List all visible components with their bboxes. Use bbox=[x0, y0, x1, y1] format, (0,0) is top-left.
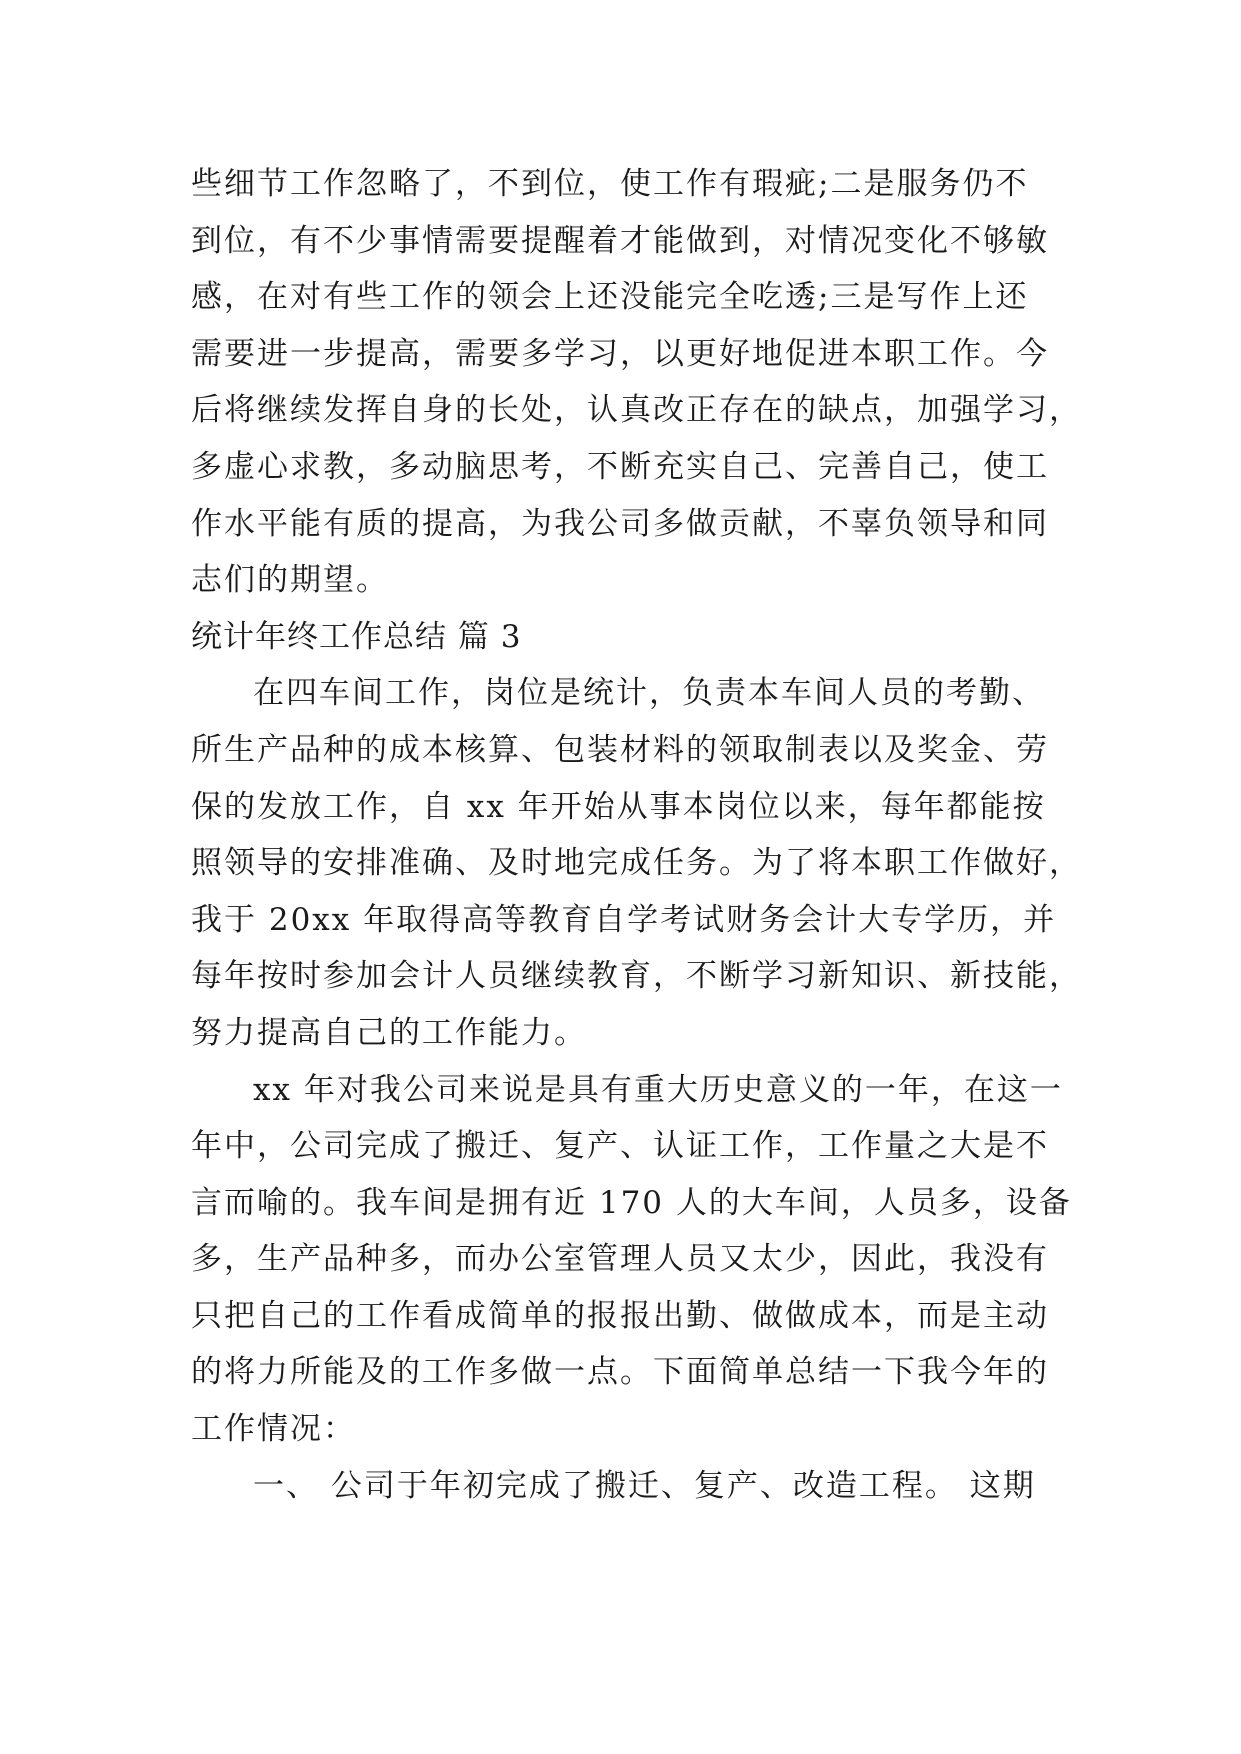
paragraph-line: 我于 20xx 年取得高等教育自学考试财务会计大专学历，并 bbox=[191, 901, 1057, 938]
paragraph-line: 年中，公司完成了搬迁、复产、认证工作，工作量之大是不 bbox=[191, 1128, 1049, 1165]
paragraph-line: 努力提高自己的工作能力。 bbox=[191, 1014, 587, 1051]
paragraph-line: 每年按时参加会计人员继续教育，不断学习新知识、新技能， bbox=[191, 958, 1082, 995]
document-body bbox=[191, 156, 1082, 1514]
paragraph-line: 一、 公司于年初完成了搬迁、复产、改造工程。 这期 bbox=[253, 1467, 1036, 1504]
paragraph-line: 保的发放工作，自 xx 年开始从事本岗位以来，每年都能按 bbox=[191, 788, 1046, 825]
paragraph-line: 志们的期望。 bbox=[191, 562, 389, 599]
paragraph-line: 言而喻的。我车间是拥有近 170 人的大车间，人员多，设备 bbox=[191, 1184, 1072, 1221]
paragraph-line: 到位，有不少事情需要提醒着才能做到，对情况变化不够敏 bbox=[191, 222, 1049, 259]
paragraph-line: 感，在对有些工作的领会上还没能完全吃透;三是写作上还 bbox=[191, 279, 1029, 316]
paragraph-line: 多虚心求教，多动脑思考，不断充实自己、完善自己，使工 bbox=[191, 448, 1049, 485]
paragraph-line: 后将继续发挥自身的长处，认真改正存在的缺点，加强学习， bbox=[191, 392, 1082, 429]
paragraph-line: 工作情况： bbox=[191, 1411, 356, 1448]
paragraph-line: 照领导的安排准确、及时地完成任务。为了将本职工作做好， bbox=[191, 845, 1082, 882]
section-heading: 统计年终工作总结 篇 3 bbox=[191, 618, 522, 655]
paragraph-line: 的将力所能及的工作多做一点。下面简单总结一下我今年的 bbox=[191, 1354, 1049, 1391]
paragraph-line: 多，生产品种多，而办公室管理人员又太少，因此，我没有 bbox=[191, 1241, 1049, 1278]
paragraph-line: 作水平能有质的提高，为我公司多做贡献，不辜负领导和同 bbox=[191, 505, 1049, 542]
paragraph-line: 需要进一步提高，需要多学习，以更好地促进本职工作。今 bbox=[191, 335, 1049, 372]
paragraph-line: 所生产品种的成本核算、包装材料的领取制表以及奖金、劳 bbox=[191, 731, 1049, 768]
paragraph-line: 些细节工作忽略了，不到位，使工作有瑕疵;二是服务仍不 bbox=[191, 166, 1029, 202]
paragraph-line: 只把自己的工作看成简单的报报出勤、做做成本，而是主动 bbox=[191, 1297, 1049, 1334]
paragraph-line: 在四车间工作，岗位是统计，负责本车间人员的考勤、 bbox=[253, 675, 1045, 712]
paragraph-line: xx 年对我公司来说是具有重大历史意义的一年，在这一 bbox=[253, 1071, 1063, 1108]
